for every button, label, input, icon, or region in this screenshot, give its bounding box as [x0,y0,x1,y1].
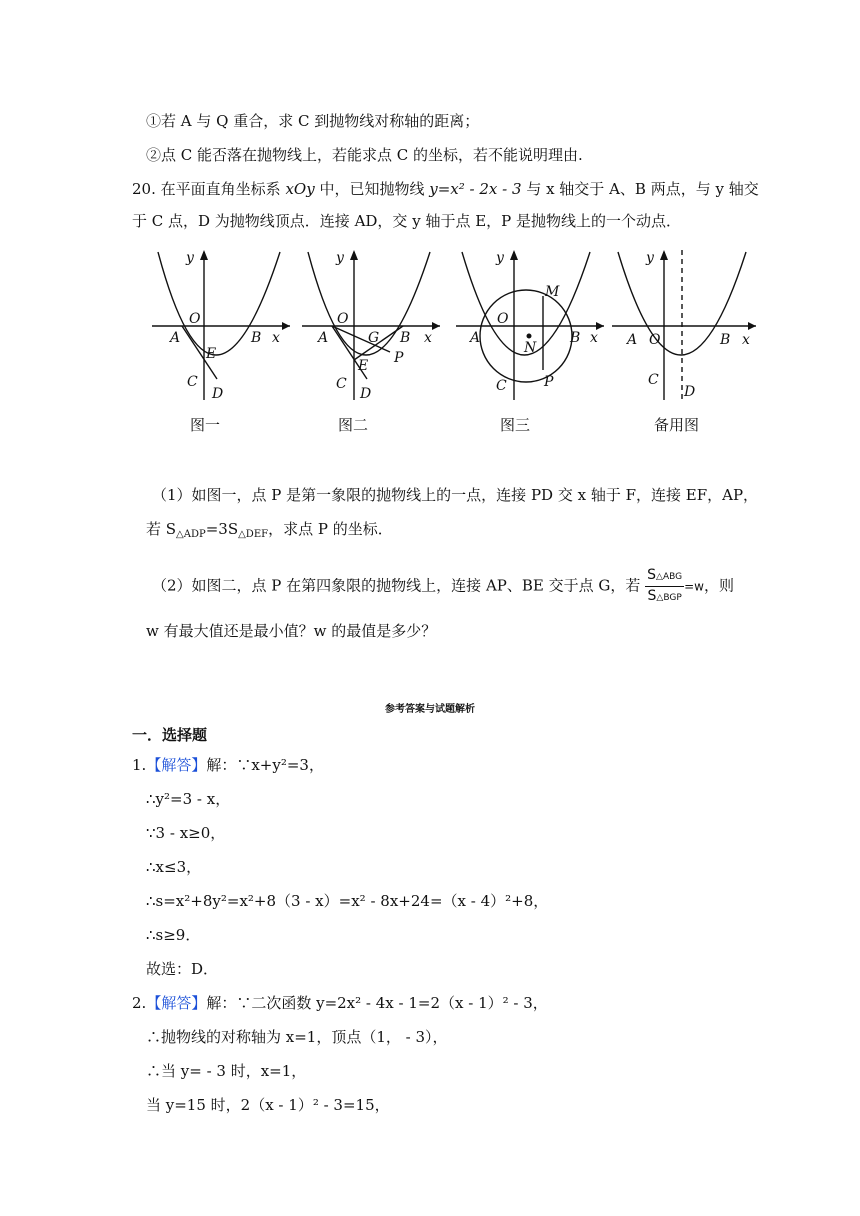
answer-1-line: ∴s≥9． [146,926,201,944]
fig4-label-x: x [742,332,750,348]
fig4-label-y: y [646,250,654,266]
q20-stem-b: 中，已知抛物线 [319,180,425,198]
circled-one: ① [146,112,162,130]
q20-figures [0,240,860,440]
q19-part2 [146,144,583,166]
answers-title: 参考答案与试题解析 [385,704,475,715]
q19-part1-text: 若 A 与 Q 重合，求 C 到抛物线对称轴的距离； [161,112,480,130]
answer-1-line: ∴y²=3 - x， [146,790,231,808]
fig3-label-y: y [496,250,504,266]
answer-2-tag: 【解答】 [146,994,207,1012]
q20-sub1-line2 [146,518,393,540]
fig2-label-o: O [337,311,349,327]
fig2-label-c: C [336,376,347,392]
q20-sub2-text: （2）如图二，点 P 在第四象限的抛物线上，连接 AP、BE 交于点 G，若 [152,576,641,595]
q20-sub2-then: ，则 [704,576,735,595]
q20-sub2-fraction [645,566,684,607]
q19-part2-text: 点 C 能否落在抛物线上，若能求点 C 的坐标，若不能说明理由. [161,146,583,164]
fig1-label-a: A [170,330,181,346]
fig4-label-b: B [720,332,731,348]
q20-sub1-s1: 若 S [146,520,177,538]
q20-stem-a: 在平面直角坐标系 [160,180,281,198]
fig1-label-o: O [189,311,201,327]
frac-num-sub: △ABG [656,572,683,582]
q20-sub1-sub-def: △DEF [238,529,269,540]
fig3-label-a: A [470,330,481,346]
answer-1-line: ∴x≤3， [146,858,202,876]
q20-stem-equation: y=x² - 2x - 3 [429,180,522,198]
q20-stem-c: 与 x 轴交于 A、B 两点，与 y 轴交 [526,180,759,198]
answer-2-number: 2. [132,994,147,1012]
answer-2-line: ∴当 y= - 3 时，x=1， [146,1062,307,1080]
fig2-label-a: A [318,330,329,346]
answer-1-line: 故选：D． [146,960,219,978]
answer-1-lead-text: 解：∵x+y²=3， [206,756,324,774]
fig3-label-m: M [545,284,560,300]
q20-sub1-eq: =3S [205,520,239,538]
answer-2-lead [132,992,548,1014]
q20-sub1-line1: （1）如图一，点 P 是第一象限的抛物线上的一点，连接 PD 交 x 轴于 F，连接 EF，AP， [152,486,759,504]
answer-1-lead [132,754,324,776]
frac-num-s: S [647,567,657,583]
caption-figure-one: 图一 [190,416,221,434]
fig1-label-d: D [212,386,224,402]
fig1-label-x: x [272,330,280,346]
fig3-label-b: B [570,330,581,346]
circled-two: ② [146,146,162,164]
answer-2-lead-text: 解：∵二次函数 y=2x² - 4x - 1=2（x - 1）² - 3， [206,994,548,1012]
fig3-label-n: N [524,340,537,356]
answer-1-tag: 【解答】 [146,756,207,774]
fig2-label-x: x [424,330,432,346]
caption-figure-backup: 备用图 [654,416,700,434]
fig2-label-e: E [358,358,369,374]
fig3-label-p: P [544,374,554,390]
answer-1-number: 1. [132,756,147,774]
fig3-label-c: C [496,378,507,394]
q20-stem-xoy: xOy [285,180,315,198]
fig1-label-y: y [186,250,194,266]
figure-backup [612,250,756,400]
q19-part1 [146,110,479,132]
fig2-label-g: G [368,330,380,346]
frac-den-sub: △BGP [656,593,682,603]
fig4-label-d: D [684,384,696,400]
figure-three [456,250,604,400]
q20-sub1-sub-adp: △ADP [176,529,206,540]
q20-stem-line2: 于 C 点，D 为抛物线顶点．连接 AD，交 y 轴于点 E，P 是抛物线上的一个动点． [132,212,682,230]
fig2-label-d: D [360,386,372,402]
answer-2-line: ∴抛物线的对称轴为 x=1，顶点（1， - 3）， [146,1028,448,1046]
answer-1-line: ∵3 - x≥0， [146,824,226,842]
q20-sub2-line2: w 有最大值还是最小值？w 的最值是多少？ [146,622,437,640]
figure-two [302,250,440,402]
caption-figure-two: 图二 [338,416,369,434]
frac-eq-w: =w [684,579,704,594]
fig3-label-x: x [590,330,598,346]
caption-figure-three: 图三 [500,416,531,434]
section-heading: 一．选择题 [132,726,208,744]
figure-one [152,250,290,402]
frac-den-s: S [647,588,657,604]
fig1-label-b: B [251,330,262,346]
fig4-label-c: C [648,372,659,388]
answer-1-line: ∴s=x²+8y²=x²+8（3 - x）=x² - 8x+24=（x - 4）²+8， [146,892,549,910]
fig2-label-y: y [336,250,344,266]
q20-stem-line1 [132,178,759,200]
q20-sub2-line1 [152,566,734,607]
q20-sub1-end: ，求点 P 的坐标． [268,520,393,538]
fig1-label-e: E [206,346,217,362]
fig1-label-c: C [187,374,198,390]
fig4-label-o: O [649,332,661,348]
fig2-label-p: P [394,350,404,366]
fig4-label-a: A [627,332,638,348]
fig3-label-o: O [497,311,509,327]
answer-2-line: 当 y=15 时，2（x - 1）² - 3=15， [146,1096,390,1114]
q20-number: 20. [132,180,156,198]
fig2-label-b: B [400,330,411,346]
